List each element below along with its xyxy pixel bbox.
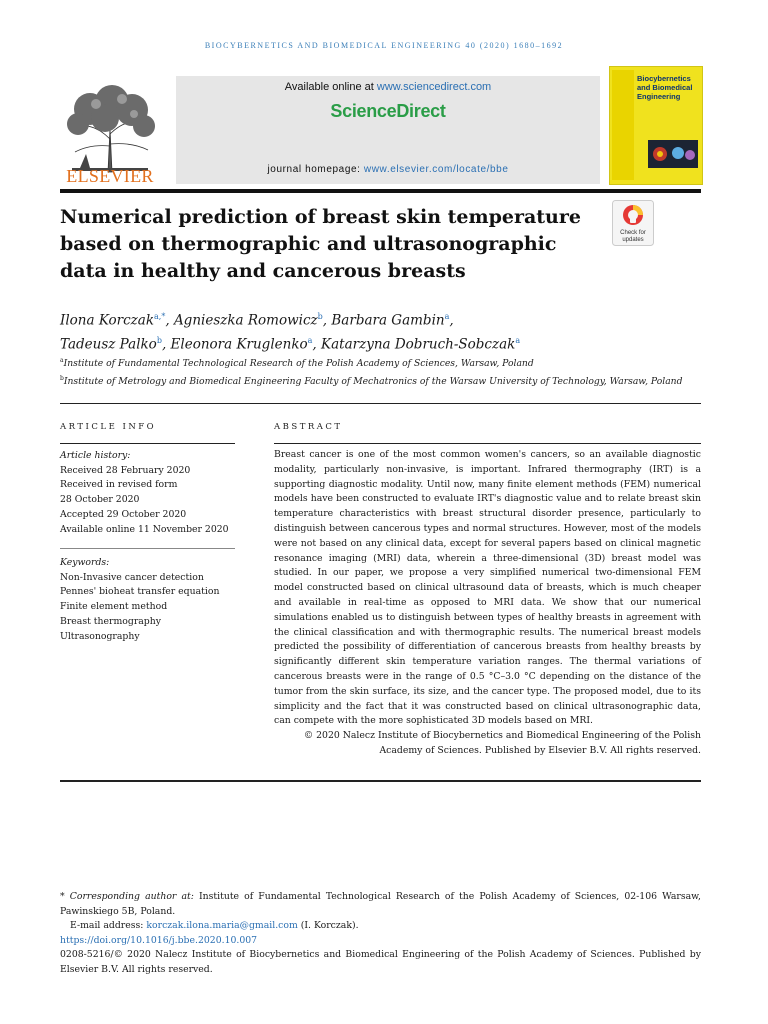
available-online-line xyxy=(176,81,600,93)
journal-homepage-line xyxy=(176,164,600,175)
check-updates-line-2: updates xyxy=(622,237,644,243)
affiliation-a xyxy=(60,353,700,371)
keyword: Pennes' bioheat transfer equation xyxy=(60,586,220,598)
running-head: BIOCYBERNETICS AND BIOMEDICAL ENGINEERING 40 (2020) 1680–1692 xyxy=(204,41,564,50)
affiliation-sup: b xyxy=(60,375,64,383)
keywords-label: Keywords: xyxy=(60,557,110,568)
cover-image-icon xyxy=(648,140,698,168)
author[interactable]: Ilona Korczak xyxy=(60,312,155,329)
affiliation-b xyxy=(60,371,700,389)
cover-title-line-2: and Biomedical xyxy=(637,83,693,92)
corresponding-text: Institute of Fundamental Technological Research of the Polish Academy of Sciences, 02-106 Warsaw, Pawinskiego 5B, Poland. xyxy=(60,891,701,917)
history-label: Article history: xyxy=(60,450,131,461)
history-line: Received 28 February 2020 xyxy=(60,464,191,476)
available-prefix: Available online at xyxy=(284,81,377,93)
sciencedirect-wordmark: ScienceDirect xyxy=(330,101,446,121)
corresponding-author-note xyxy=(60,890,701,919)
history-line: 28 October 2020 xyxy=(60,494,140,506)
keyword: Non-Invasive cancer detection xyxy=(60,571,204,583)
author-separator: , xyxy=(165,312,174,329)
issn-copyright: 0208-5216/© 2020 Nalecz Institute of Biocybernetics and Biomedical Engineering of the Polish Academy of Sciences. Published by Elsevier B.V. All rights reserved. xyxy=(60,949,701,975)
keyword: Breast thermography xyxy=(60,615,161,627)
author-list xyxy=(60,307,700,354)
affiliations xyxy=(60,353,700,389)
affiliation-text: Institute of Fundamental Technological Research of the Polish Academy of Sciences, Warsaw, Poland xyxy=(63,358,534,370)
doi-link[interactable]: https://doi.org/10.1016/j.bbe.2020.10.007 xyxy=(60,934,258,946)
author-affil-sup[interactable]: a xyxy=(307,335,313,345)
author-affil-sup[interactable]: a xyxy=(515,335,521,345)
history-line: Received in revised form xyxy=(60,479,178,491)
abstract-heading: ABSTRACT xyxy=(274,422,343,432)
author-affil-sup[interactable]: a,* xyxy=(154,312,166,321)
author[interactable]: Tadeusz Palko xyxy=(60,336,157,352)
email-suffix: (I. Korczak). xyxy=(297,920,359,931)
article-title: Numerical prediction of breast skin temperature based on thermographic and ultrasonographic data in healthy and cancerous breasts xyxy=(60,206,581,282)
journal-homepage-link[interactable]: www.elsevier.com/locate/bbe xyxy=(363,164,509,175)
homepage-prefix: journal homepage: xyxy=(267,164,364,175)
front-matter-rule xyxy=(60,780,701,782)
cover-title-line-3: Engineering xyxy=(637,92,681,101)
history-line: Available online 11 November 2020 xyxy=(60,523,229,535)
affiliation-rule xyxy=(60,403,701,404)
check-updates-line-1: Check for xyxy=(620,230,646,236)
email-note xyxy=(60,919,701,934)
author-affil-sup[interactable]: a xyxy=(444,312,450,321)
author-separator: , xyxy=(322,312,332,329)
article-info-heading: ARTICLE INFO xyxy=(60,422,157,432)
abstract-rule xyxy=(274,443,701,444)
history-line: Accepted 29 October 2020 xyxy=(60,508,187,520)
author-affil-sup[interactable]: b xyxy=(317,312,323,321)
keyword: Finite element method xyxy=(60,601,168,613)
check-for-updates-icon[interactable] xyxy=(612,200,654,246)
email-label: E-mail address: xyxy=(70,920,147,931)
sciencedirect-link[interactable]: www.sciencedirect.com xyxy=(376,81,492,93)
elsevier-wordmark: ELSEVIER xyxy=(66,166,154,186)
author-affil-sup[interactable]: b xyxy=(156,335,162,345)
cover-title xyxy=(637,74,699,101)
email-link[interactable]: korczak.ilona.maria@gmail.com xyxy=(146,920,298,931)
article-history xyxy=(60,449,235,537)
author-separator: , xyxy=(449,312,454,329)
author[interactable]: Katarzyna Dobruch-Sobczak xyxy=(321,336,516,352)
author[interactable]: Barbara Gambin xyxy=(331,312,445,329)
author-separator: , xyxy=(161,336,171,352)
author[interactable]: Eleonora Kruglenko xyxy=(170,336,308,352)
keywords xyxy=(60,556,235,644)
author[interactable]: Agnieszka Romowicz xyxy=(173,312,318,329)
author-separator: , xyxy=(312,336,322,352)
keyword: Ultrasonography xyxy=(60,630,140,642)
affiliation-sup: a xyxy=(60,357,64,364)
affiliation-text: Institute of Metrology and Biomedical Engineering Faculty of Mechatronics of the Warsaw University of Technology, Warsaw, Poland xyxy=(63,376,683,388)
cover-title-line-1: Biocybernetics xyxy=(637,74,691,83)
cover-strip xyxy=(612,70,634,180)
keywords-rule xyxy=(60,548,235,549)
abstract-copyright: © 2020 Nalecz Institute of Biocybernetics and Biomedical Engineering of the Polish Academy of Sciences. Published by Elsevier B.V. All rights reserved. xyxy=(303,730,701,756)
footnotes xyxy=(60,890,701,977)
article-info-rule xyxy=(60,443,235,444)
header-rule xyxy=(60,189,701,193)
abstract-text: Breast cancer is one of the most common women's cancers, so an available diagnostic modality, particularly non-invasive, is important. Infrared thermography (IRT) is a supporting diagnostic modality. Until now, many finite element methods (FEM) numerical models have been constructed to evaluate IRT's diagnostic value and to relate breast skin temperature characteristics with breast structural disorder presence, particularly to distinguish between cancerous types and normal structures. However, most of the models were not based on any clinical data, except for several papers based on clinical magnetic resonance imaging (MRI) data, wherein a three-dimensional (3D) breast model was studied. In our paper, we propose a very simplified numerical two-dimensional FEM model constructed based on clinical ultrasound data of breasts, which is much cheaper and available in real-time as opposed to MRI data. We show that our numerical simulations enabled us to distinguish between types of healthy breasts in agreement with the clinical classification and with thermographic results. The numerical breast models predicted the possibility of differentiation of cancerous breasts from healthy breasts by significantly different skin temperature variation ranges. The thermal variations of cancerous breasts were in the range of 0.5 °C–3.0 °C depending on the distance of the tumor from the skin surface, its size, and the cancer type. The proposed model, due to its simplicity and the fact that it was constructed based on clinical ultrasonographic data, can compete with the more sophisticated 3D models based on MRI. xyxy=(274,449,701,727)
corresponding-label: * Corresponding author at: xyxy=(60,891,194,902)
